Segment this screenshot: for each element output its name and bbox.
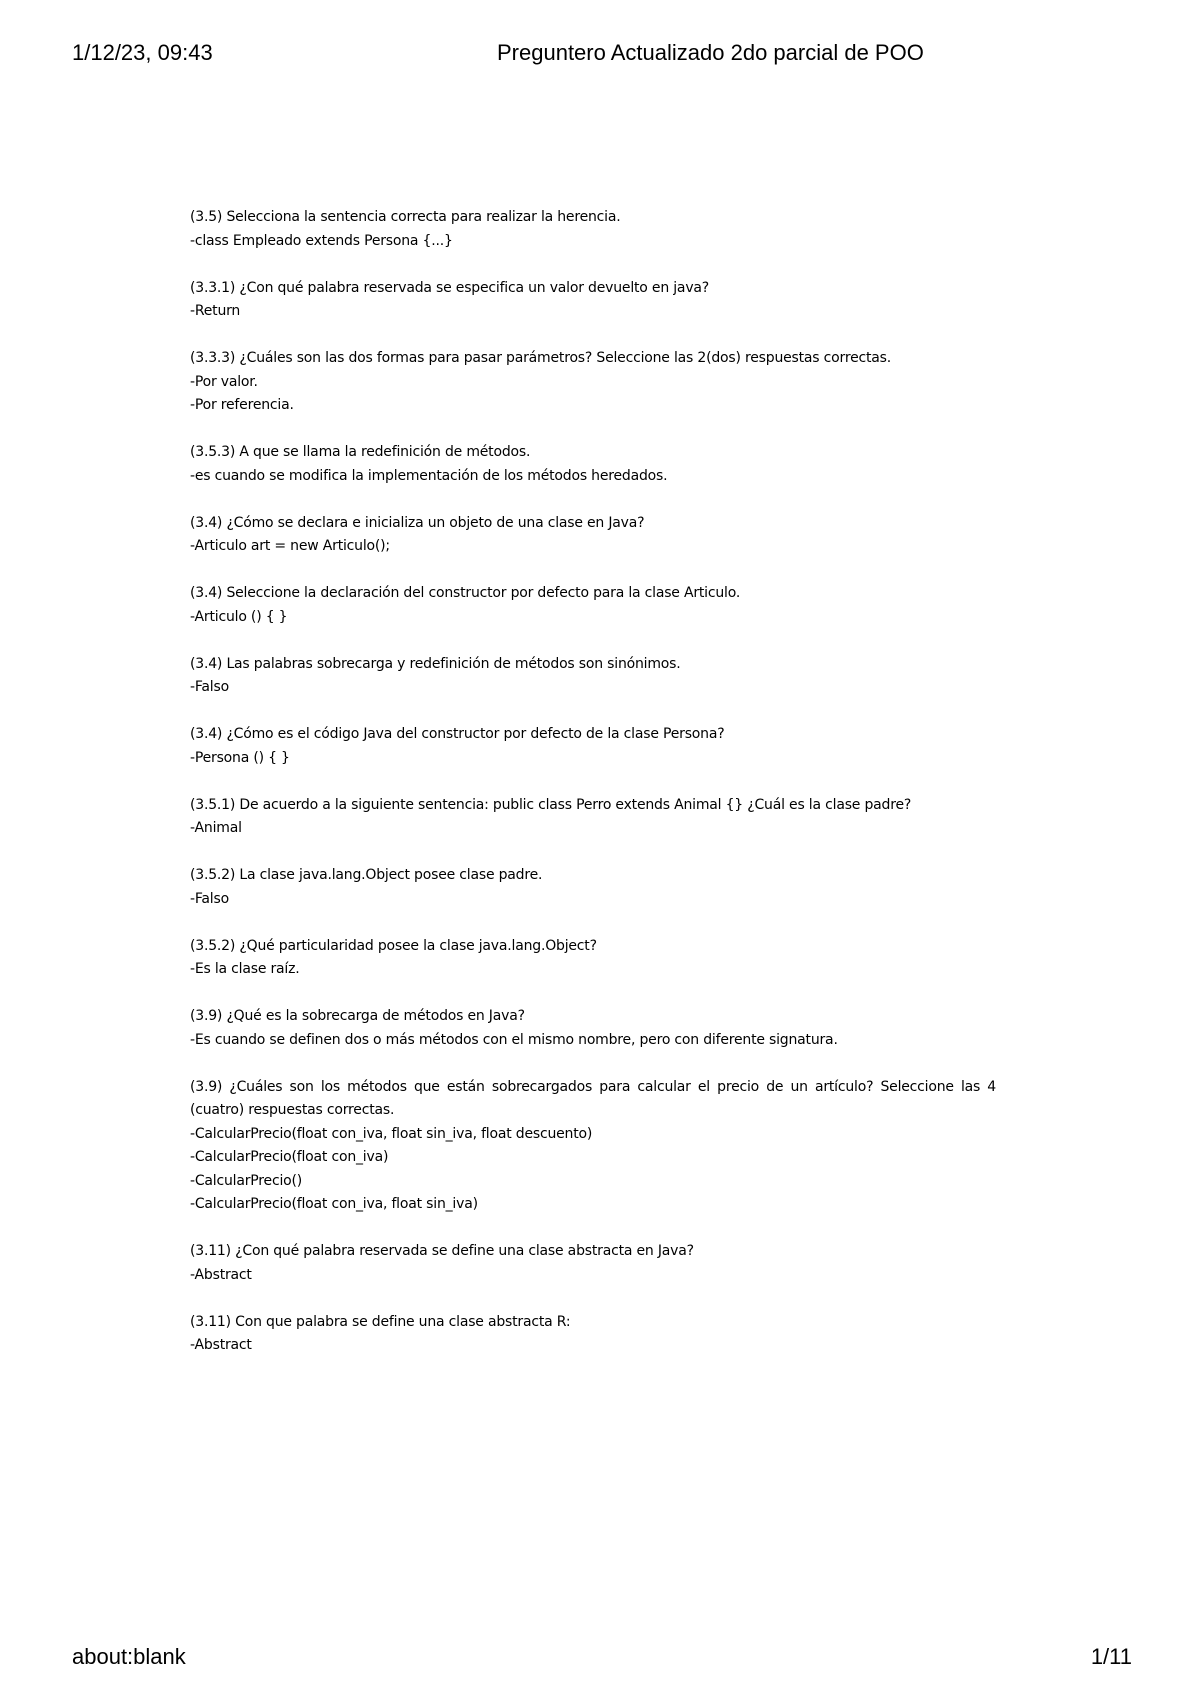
question-text: (3.4) Las palabras sobrecarga y redefinición de métodos son sinónimos. [190, 655, 681, 672]
answer-text: -Es la clase raíz. [190, 961, 300, 977]
question-text: (3.9) ¿Cuáles son los métodos que están sobrecargados para calcular el precio de un artículo? Seleccione las 4 (cuatro) respuestas correctas. [190, 1078, 996, 1118]
question-text: (3.4) ¿Cómo se declara e inicializa un objeto de una clase en Java? [190, 514, 645, 531]
answer-text: -CalcularPrecio(float con_iva) [190, 1149, 389, 1165]
qa-item [190, 347, 996, 418]
answer-text: -class Empleado extends Persona {...} [190, 232, 453, 249]
answer-text: -Abstract [190, 1266, 252, 1283]
answer-text: -Return [190, 303, 241, 319]
answer-text: -CalcularPrecio(float con_iva, float sin_iva) [190, 1196, 478, 1212]
page-number: 1/11 [1090, 1644, 1132, 1669]
print-datetime: 1/12/23, 09:43 [72, 40, 213, 65]
question-text: (3.4) Seleccione la declaración del constructor por defecto para la clase Articulo. [190, 585, 741, 601]
qa-item [190, 935, 996, 982]
answer-text: -Falso [190, 679, 229, 695]
answer-text: -CalcularPrecio(float con_iva, float sin_iva, float descuento) [190, 1125, 593, 1142]
qa-item [190, 1076, 996, 1217]
question-text: (3.5.3) A que se llama la redefinición de métodos. [190, 444, 531, 460]
page-url: about:blank [72, 1644, 186, 1669]
question-text: (3.3.3) ¿Cuáles son las dos formas para pasar parámetros? Seleccione las 2(dos) respuestas correctas. [190, 350, 891, 366]
document-title: Preguntero Actualizado 2do parcial de POO [497, 40, 924, 65]
print-footer [72, 1644, 1132, 1674]
question-text: (3.5.2) La clase java.lang.Object posee clase padre. [190, 867, 543, 883]
qa-item [190, 582, 996, 629]
qa-item [190, 206, 996, 253]
answer-text: -CalcularPrecio() [190, 1172, 303, 1189]
qa-item [190, 864, 996, 911]
answer-text: -Es cuando se definen dos o más métodos con el mismo nombre, pero con diferente signatura. [190, 1031, 838, 1048]
question-text: (3.4) ¿Cómo es el código Java del constructor por defecto de la clase Persona? [190, 726, 725, 742]
qa-item [190, 1240, 996, 1287]
qa-item [190, 441, 996, 488]
question-text: (3.9) ¿Qué es la sobrecarga de métodos en Java? [190, 1008, 525, 1024]
answer-text: -es cuando se modifica la implementación de los métodos heredados. [190, 467, 668, 484]
question-text: (3.5) Selecciona la sentencia correcta para realizar la herencia. [190, 209, 621, 225]
answer-text: -Abstract [190, 1337, 252, 1353]
qa-item [190, 723, 996, 770]
answer-text: -Por valor. [190, 373, 258, 390]
document-body [190, 206, 996, 1381]
question-text: (3.11) ¿Con qué palabra reservada se define una clase abstracta en Java? [190, 1243, 694, 1259]
answer-text: -Articulo () { } [190, 608, 288, 625]
qa-item [190, 1005, 996, 1052]
question-text: (3.3.1) ¿Con qué palabra reservada se especifica un valor devuelto en java? [190, 279, 710, 296]
qa-item [190, 794, 996, 841]
question-text: (3.5.2) ¿Qué particularidad posee la clase java.lang.Object? [190, 937, 597, 954]
answer-text: -Animal [190, 820, 242, 836]
question-text: (3.11) Con que palabra se define una clase abstracta R: [190, 1313, 571, 1330]
answer-text: -Falso [190, 890, 229, 907]
answer-text: -Por referencia. [190, 397, 294, 413]
question-text: (3.5.1) De acuerdo a la siguiente sentencia: public class Perro extends Animal {} ¿Cuál es la clase padre? [190, 796, 912, 813]
qa-item [190, 277, 996, 324]
answer-text: -Articulo art = new Articulo(); [190, 538, 390, 554]
qa-item [190, 653, 996, 700]
print-header [72, 40, 1132, 70]
qa-item [190, 1311, 996, 1358]
qa-item [190, 512, 996, 559]
answer-text: -Persona () { } [190, 749, 290, 766]
